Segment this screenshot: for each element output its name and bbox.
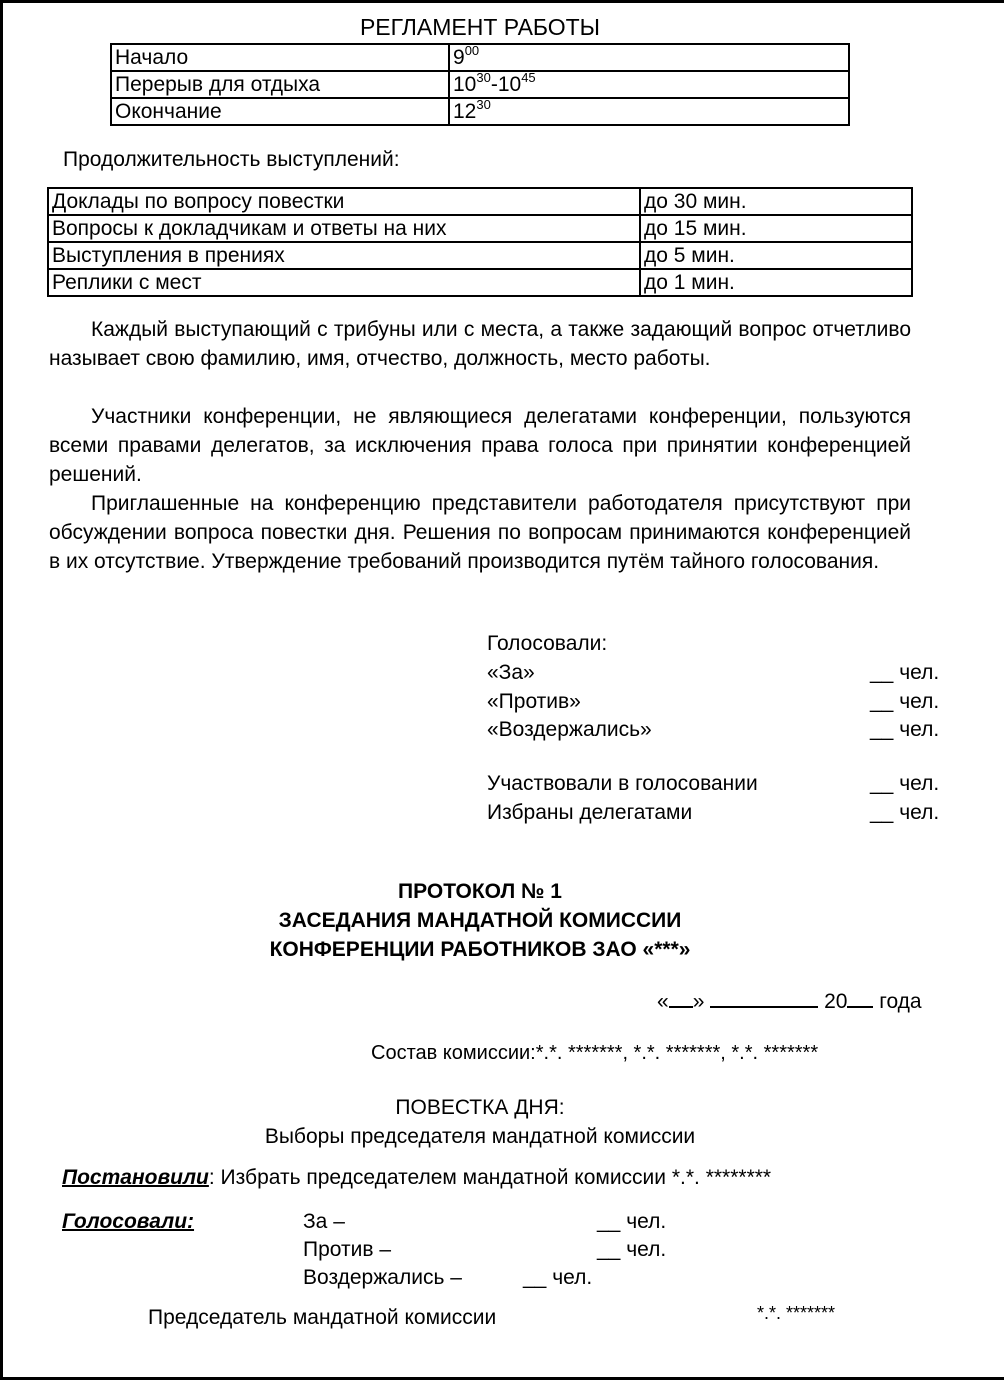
table-row: [48, 188, 912, 215]
voted-label: Голосовали:: [62, 1210, 195, 1233]
vote-label: За –: [303, 1210, 345, 1233]
agenda-header: ПОВЕСТКА ДНЯ:: [395, 1096, 565, 1119]
day-blank: [669, 988, 693, 1008]
protocol-subtitle: КОНФЕРЕНЦИИ РАБОТНИКОВ ЗАО «***»: [269, 938, 691, 961]
vote-label: «Против»: [487, 690, 581, 713]
voting-header: Голосовали:: [487, 632, 608, 655]
vote-label: Воздержались –: [303, 1266, 462, 1289]
vote-count: __ чел.: [597, 1210, 667, 1233]
duration-item: Реплики с мест: [48, 269, 640, 296]
duration-limit: до 5 мин.: [640, 242, 912, 269]
table-row: [48, 242, 912, 269]
schedule-time: $10^{30}-10^{45}$: [449, 71, 849, 98]
vote-count: __ чел.: [523, 1266, 593, 1289]
year-blank: [847, 988, 873, 1008]
date-line: « » 20 года: [657, 990, 922, 1013]
table-row: [48, 269, 912, 296]
duration-limit: до 15 мин.: [640, 215, 912, 242]
month-blank: [710, 988, 818, 1008]
vote-count: __ чел.: [597, 1238, 667, 1261]
rules-paragraph: Участники конференции, не являющиеся делегатами конференции, пользуются всеми правами делегатов, за исключения права голоса при принятии конференцией решений.: [49, 405, 911, 486]
rules-paragraph: Приглашенные на конференцию представители работодателя присутствуют при обсуждении вопроса повестки дня. Решения по вопросам принимаются конференцией в их отсутствие. Утверждение требований производится путём тайного голосования.: [49, 492, 911, 573]
table-row: [111, 44, 849, 71]
table-row: [111, 71, 849, 98]
schedule-label: Начало: [111, 44, 449, 71]
vote-label: «За»: [487, 661, 535, 684]
duration-item: Доклады по вопросу повестки: [48, 188, 640, 215]
agenda-text: Выборы председателя мандатной комиссии: [264, 1125, 696, 1148]
schedule-time: $12^{30}$: [449, 98, 849, 125]
protocol-subtitle: ЗАСЕДАНИЯ МАНДАТНОЙ КОМИССИИ: [278, 909, 682, 932]
schedule-time: $9^{00}$: [449, 44, 849, 71]
resolved-label: Постановили: [62, 1166, 209, 1189]
summary-label: Участвовали в голосовании: [487, 772, 758, 795]
summary-count: __ чел.: [870, 801, 940, 824]
schedule-label: Перерыв для отдыха: [111, 71, 449, 98]
signer-name: *.*. *******: [757, 1303, 836, 1323]
duration-item: Выступления в прениях: [48, 242, 640, 269]
schedule-title: РЕГЛАМЕНТ РАБОТЫ: [359, 14, 601, 40]
summary-count: __ чел.: [870, 772, 940, 795]
vote-count: __ чел.: [870, 661, 940, 684]
summary-label: Избраны делегатами: [487, 801, 693, 824]
vote-count: __ чел.: [870, 718, 940, 741]
rules-paragraph: Каждый выступающий с трибуны или с места, а также задающий вопрос отчетливо называет свою фамилию, имя, отчество, должность, место работы.: [49, 318, 911, 370]
vote-label: Против –: [303, 1238, 392, 1261]
vote-count: __ чел.: [870, 690, 940, 713]
duration-limit: до 30 мин.: [640, 188, 912, 215]
table-row: [111, 98, 849, 125]
schedule-label: Окончание: [111, 98, 449, 125]
duration-item: Вопросы к докладчикам и ответы на них: [48, 215, 640, 242]
duration-limit: до 1 мин.: [640, 269, 912, 296]
schedule-table: [110, 43, 850, 126]
table-row: [48, 215, 912, 242]
resolved-text: : Избрать председателем мандатной комиссии *.*. ********: [208, 1166, 772, 1189]
vote-label: «Воздержались»: [487, 718, 652, 741]
protocol-title: ПРОТОКОЛ № 1: [398, 880, 562, 903]
durations-label: Продолжительность выступлений:: [63, 148, 400, 171]
commission-members: Состав комиссии:*.*. *******, *.*. *******, *.*. *******: [371, 1042, 819, 1064]
signer-title: Председатель мандатной комиссии: [148, 1306, 497, 1329]
durations-table: [47, 187, 913, 297]
resolution-line: [62, 1166, 771, 1190]
